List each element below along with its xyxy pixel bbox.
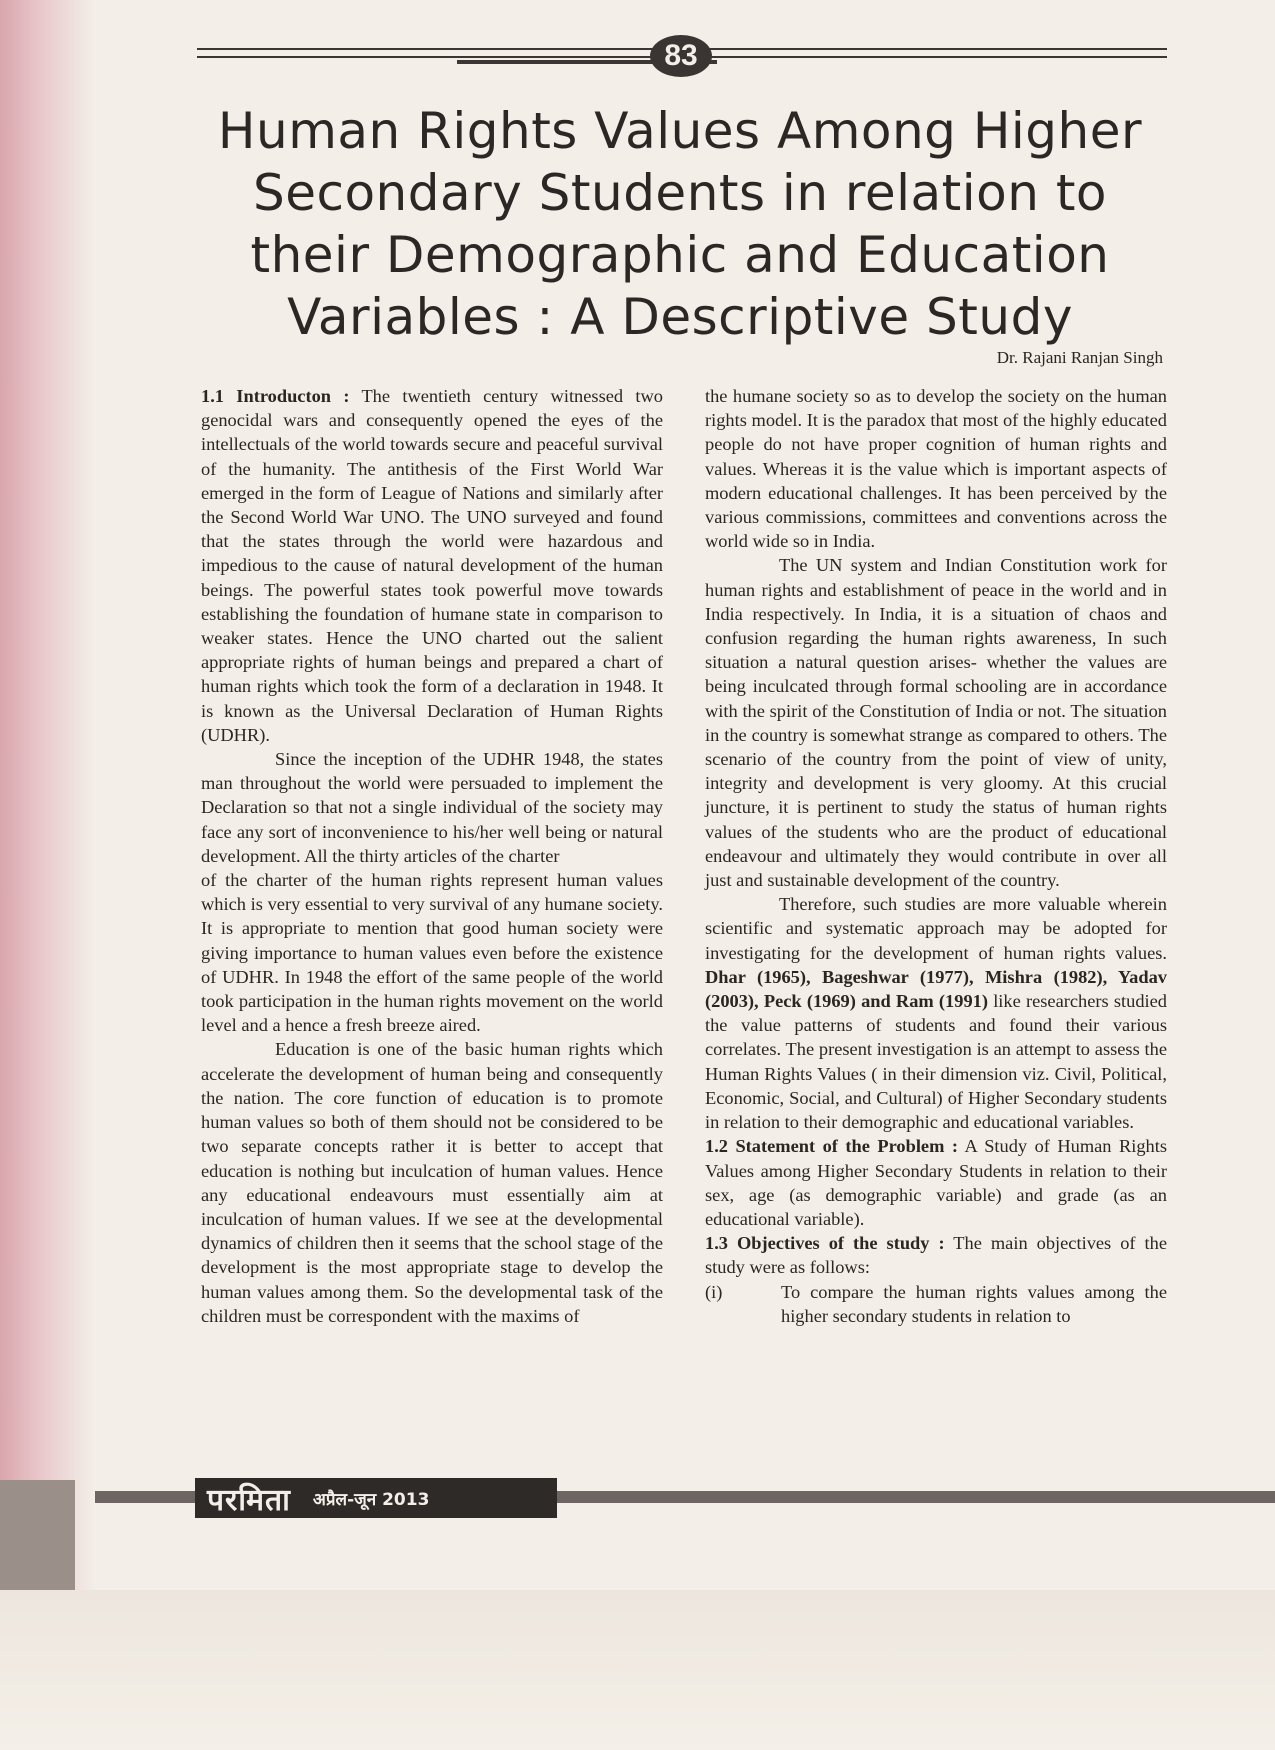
paragraph: of the charter of the human rights represent human values which is very essential to very survival of any humane society. It is appropriate to mention that good human society were giving importance to human values even before the existence of UDHR. In 1948 the effort of the same people of the world took participation in the human rights movement on the world level and a hence a fresh breeze aired. [201, 870, 663, 1036]
article-title [190, 100, 1170, 348]
right-column [705, 384, 1167, 1328]
left-column [201, 384, 663, 1328]
paragraph [705, 892, 1167, 1134]
issue-date: अप्रैल-जून 2013 [312, 1489, 430, 1510]
title-line: Secondary Students in relation to [252, 164, 1108, 222]
section-heading: 1.2 Statement of the Problem : [705, 1136, 959, 1157]
paragraph-text: A Study of Human Rights Values among Higher Secondary Students in relation to their sex, age (as demographic variable) and grade (as an educational variable). [705, 1136, 1167, 1229]
paragraph-text: Therefore, such studies are more valuable wherein scientific and systematic approach may be adopted for investigating for the development of human rights values. [705, 894, 1167, 963]
paragraph: the humane society so as to develop the society on the human rights model. It is the paradox that most of the highly educated people do not have proper cognition of human rights and values. Whereas it is the value which is important aspects of modern educational challenges. It has been perceived by the various commissions, committees and conventions across the world wide so in India. [705, 386, 1167, 552]
paragraph: Education is one of the basic human rights which accelerate the development of human being and consequently the nation. The core function of education is to promote human values so both of them should not be considered to be two separate concepts rather it is better to accept that education is nothing but inculcation of human values. Hence any educational endeavours must essentially aim at inculcation of human values. If we see at the developmental dynamics of children then it seems that the school stage of the development is the most appropriate stage to develop the human values among them. So the developmental task of the children must be correspondent with the maxims of [201, 1039, 663, 1326]
binding-edge [0, 1480, 75, 1600]
objectives-intro [705, 1231, 1167, 1279]
page-number: 83 [650, 35, 712, 77]
paragraph-text: The main objectives of the study were as follows: [705, 1233, 1167, 1278]
section-heading: 1.3 Objectives of the study : [705, 1233, 945, 1254]
journal-logo: परमिता [207, 1482, 291, 1518]
objective-item [705, 1280, 1167, 1328]
paragraph-text: The twentieth century witnessed two genocidal wars and consequently opened the eyes of the intellectuals of the world towards secure and peaceful survival of the humanity. The antithesis of the First World War emerged in the form of League of Nations and similarly after the Second World War UNO. The UNO surveyed and found that the states through the world were hazardous and impedious to the cause of natural development of the human beings. The powerful states took powerful move towards establishing the foundation of humane state in comparison to weaker states. Hence the UNO charted out the salient appropriate rights of human beings and prepared a chart of human rights which took the form of a declaration in 1948. It is known as the Universal Declaration of Human Rights (UDHR). [201, 386, 663, 745]
section-heading: 1.1 Introducton : [201, 386, 350, 406]
intro-paragraph [201, 384, 663, 747]
list-number: (i) [705, 1281, 723, 1302]
footer-banner [195, 1478, 557, 1518]
paragraph: Since the inception of the UDHR 1948, the states man throughout the world were persuaded to implement the Declaration so that not a single individual of the society may face any sort of inconvenience to his/her well being or natural development. All the thirty articles of the charter [201, 749, 663, 866]
list-text: To compare the human rights values among the higher secondary students in relation to [781, 1281, 1167, 1326]
title-line: Human Rights Values Among Higher [217, 102, 1143, 160]
problem-statement [705, 1134, 1167, 1231]
author-name: Dr. Rajani Ranjan Singh [996, 348, 1163, 367]
title-line: Variables : A Descriptive Study [287, 288, 1073, 346]
reference-list: Dhar (1965), Bageshwar (1977), Mishra (1982), Yadav (2003), Peck (1969) and Ram (1991) [705, 966, 1167, 1012]
paragraph-text: like researchers studied the value patterns of students and found their various correlates. The present investigation is an attempt to assess the Human Rights Values ( in their dimension viz. Civil, Political, Economic, Social, and Cultural) of Higher Secondary students in relation to their demographic and educational variables. [705, 991, 1167, 1133]
title-line: their Demographic and Education [250, 226, 1110, 284]
paragraph: The UN system and Indian Constitution work for human rights and establishment of peace in the world and in India respectively. In India, it is a situation of chaos and confusion regarding the human rights awareness, In such situation a natural question arises- whether the values are being inculcated through formal schooling are in accordance with the spirit of the Constitution of India or not. The situation in the country is somewhat strange as compared to others. The scenario of the country from the point of view of unity, integrity and development is very gloomy. At this crucial juncture, it is pertinent to study the status of human rights values of the students who are the product of educational endeavour and ultimately they would contribute in over all just and sustainable development of the country. [705, 555, 1167, 891]
page-bottom-margin [0, 1590, 1275, 1750]
